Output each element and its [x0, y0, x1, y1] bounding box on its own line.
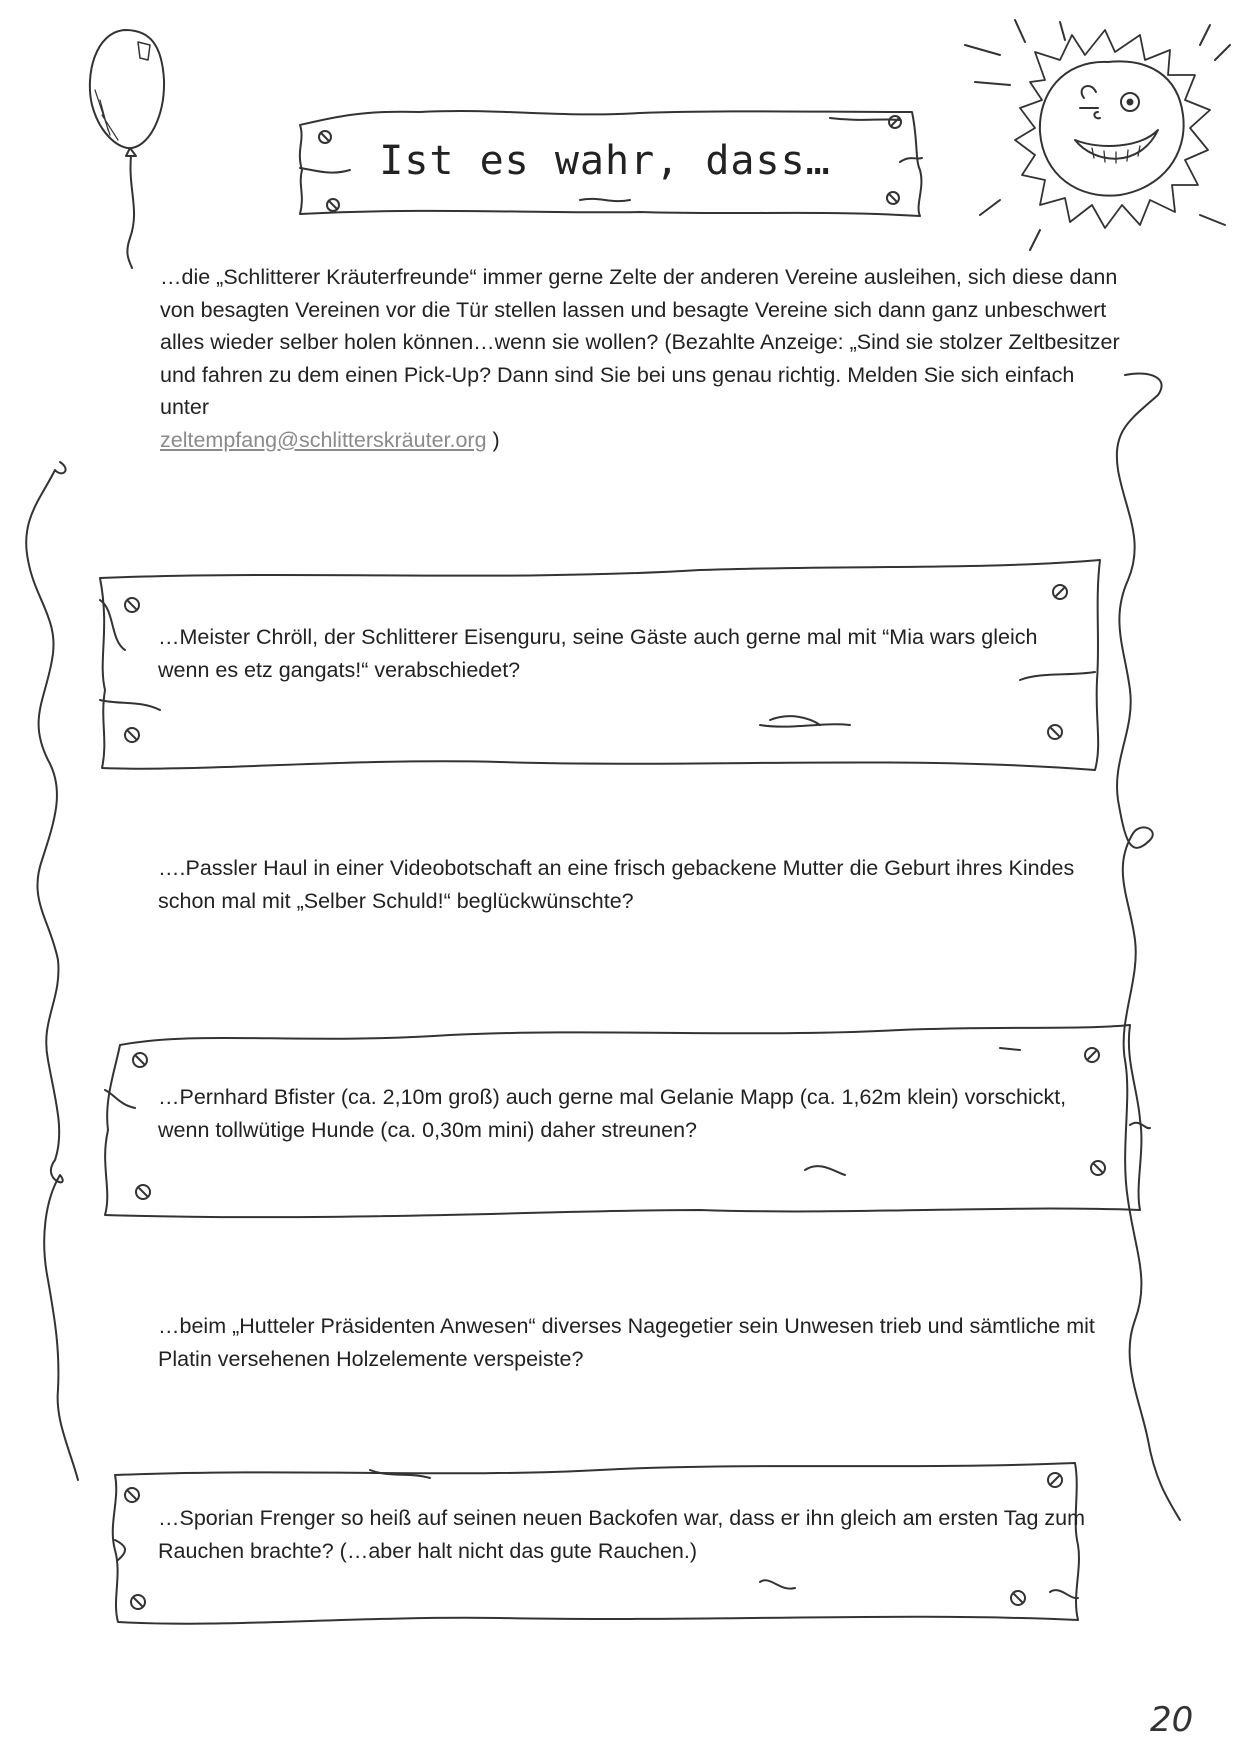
paragraph-1-end: ) [486, 427, 500, 452]
page-number: 20 [1150, 1700, 1194, 1740]
paragraph-1-text: …die „Schlitterer Kräuterfreunde“ immer gerne Zelte der anderen Vereine ausleihen, sich diese dann von besagten Vereinen vor die Tür stellen lassen und besagte Vereine sich dann ganz unbeschwert alles wieder selber holen können…wenn sie wollen? (Bezahlte Anzeige: „Sind sie stolzer Zeltbesitzer und fahren zu dem einen Pick-Up? Dann sind Sie bei uns genau richtig. Melden Sie sich einfach unter [160, 265, 1120, 419]
paragraph-4: …Pernhard Bfister (ca. 2,10m groß) auch gerne mal Gelanie Mapp (ca. 1,62m klein) vorschickt, wenn tollwütige Hunde (ca. 0,30m mini) daher streunen? [158, 1085, 1067, 1142]
email-link[interactable]: zeltempfang@schlitterskräuter.org [160, 427, 487, 452]
balloon-drawing [90, 30, 164, 268]
paragraph-3: ….Passler Haul in einer Videobotschaft an eine frisch gebackene Mutter die Geburt ihres Kindes schon mal mit „Selber Schuld!“ beglückwünschte? [158, 856, 1075, 913]
paragraph-1 [160, 261, 1120, 456]
paragraph-2: …Meister Chröll, der Schlitterer Eisenguru, seine Gäste auch gerne mal mit “Mia wars gleich wenn es etz gangats!“ verabschiedet? [158, 625, 1038, 682]
sun-drawing [965, 20, 1230, 250]
paragraph-6: …Sporian Frenger so heiß auf seinen neuen Backofen war, dass er ihn gleich am ersten Tag zum Rauchen brachte? (…aber halt nicht das gute Rauchen.) [158, 1506, 1086, 1563]
paragraph-5: …beim „Hutteler Präsidenten Anwesen“ diverses Nagegetier sein Unwesen trieb und sämtliche mit Platin versehenen Holzelemente verspeiste? [158, 1314, 1095, 1371]
page-title: Ist es wahr, dass… [379, 138, 831, 184]
